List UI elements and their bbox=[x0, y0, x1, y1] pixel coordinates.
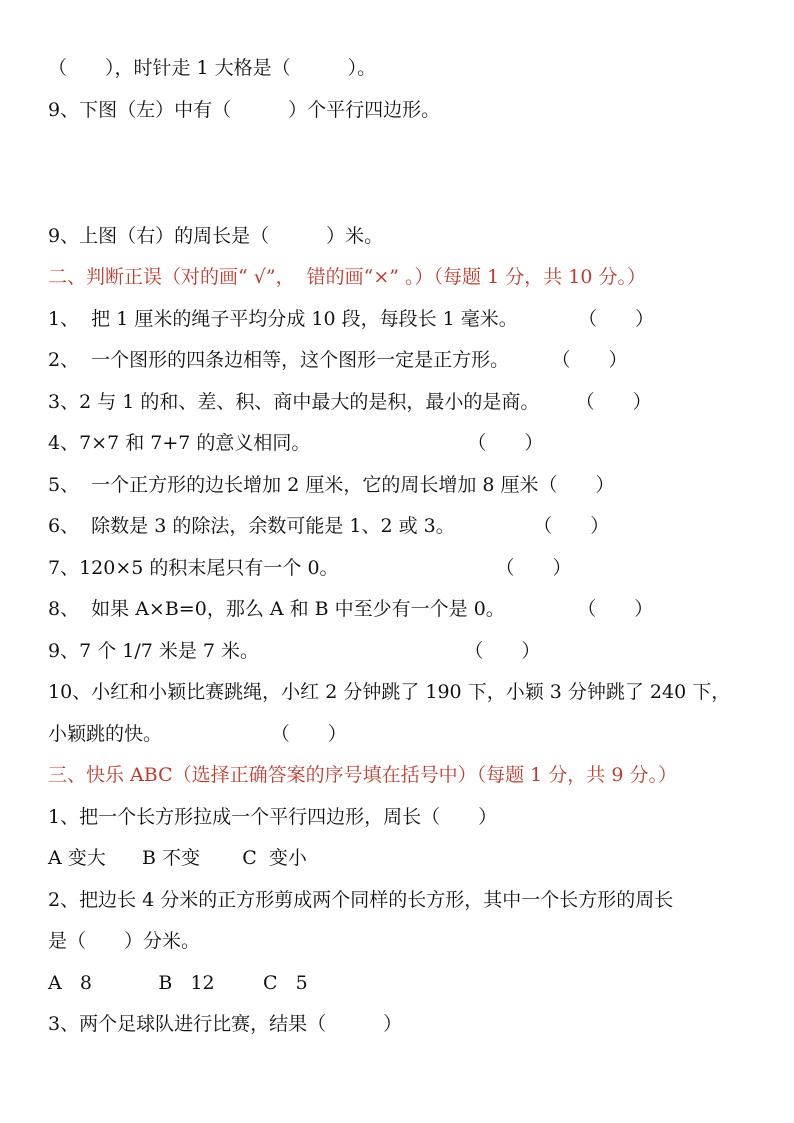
tf-item-2: 2、 一个图形的四条边相等，这个图形一定是正方形。 （ ） bbox=[48, 349, 628, 371]
mc-item-2-options: A 8 B 12 C 5 bbox=[48, 972, 308, 994]
mc-item-1-options: A 变大 B 不变 C 变小 bbox=[48, 847, 307, 869]
line-q9-perimeter: 9、上图（右）的周长是（ ）米。 bbox=[48, 225, 384, 247]
tf-item-3: 3、2 与 1 的和、差、积、商中最大的是积，最小的是商。 （ ） bbox=[48, 391, 652, 413]
section-title-true-false: 二、判断正误（对的画“ √”， 错的画“×” 。）（每题 1 分，共 10 分。） bbox=[48, 266, 646, 288]
line-clock-question: （ ），时针走 1 大格是（ ）。 bbox=[48, 57, 377, 79]
line-q9-parallelograms: 9、下图（左）中有（ ）个平行四边形。 bbox=[48, 99, 441, 121]
tf-item-1: 1、 把 1 厘米的绳子平均分成 10 段，每段长 1 毫米。 （ ） bbox=[48, 308, 655, 330]
mc-item-1: 1、把一个长方形拉成一个平行四边形，周长（ ） bbox=[48, 806, 498, 828]
tf-item-7: 7、120×5 的积末尾只有一个 0。 （ ） bbox=[48, 557, 572, 579]
mc-item-2-line-2: 是（ ）分米。 bbox=[48, 930, 201, 952]
section-title-multiple-choice: 三、快乐 ABC（选择正确答案的序号填在括号中）（每题 1 分，共 9 分。） bbox=[48, 764, 677, 786]
mc-item-2-line-1: 2、把边长 4 分米的正方形剪成两个同样的长方形，其中一个长方形的周长 bbox=[48, 889, 674, 911]
tf-item-9: 9、7 个 1/7 米是 7 米。 （ ） bbox=[48, 640, 541, 662]
tf-item-8: 8、 如果 A×B=0，那么 A 和 B 中至少有一个是 0。 （ ） bbox=[48, 598, 654, 620]
tf-item-10-line-1: 10、小红和小颖比赛跳绳，小红 2 分钟跳了 190 下，小颖 3 分钟跳了 240 下， bbox=[48, 681, 731, 703]
tf-item-5: 5、 一个正方形的边长增加 2 厘米，它的周长增加 8 厘米（ ） bbox=[48, 474, 615, 496]
mc-item-3: 3、两个足球队进行比赛，结果（ ） bbox=[48, 1013, 403, 1035]
tf-item-6: 6、 除数是 3 的除法，余数可能是 1、2 或 3。 （ ） bbox=[48, 515, 610, 537]
tf-item-10-line-2: 小颖跳的快。 （ ） bbox=[48, 723, 347, 745]
tf-item-4: 4、7×7 和 7+7 的意义相同。 （ ） bbox=[48, 432, 544, 454]
